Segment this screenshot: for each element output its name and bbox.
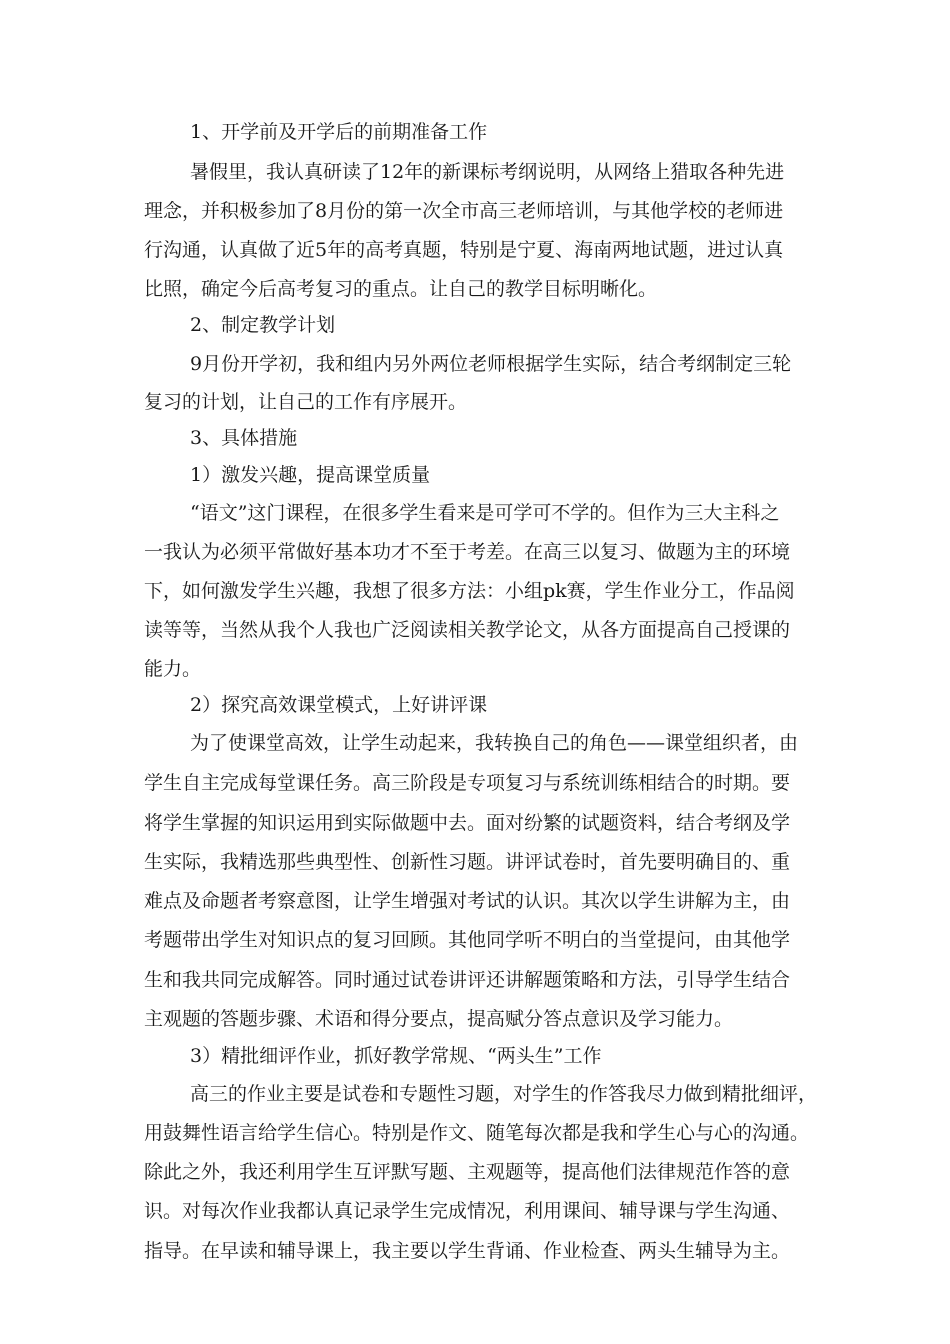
paragraph-line: 生实际，我精选那些典型性、创新性习题。讲评试卷时，首先要明确目的、重 [144, 851, 791, 873]
paragraph-line: 理念，并积极参加了8月份的第一次全市高三老师培训，与其他学校的老师进 [144, 200, 784, 222]
paragraph-line: 识。对每次作业我都认真记录学生完成情况，利用课间、辅导课与学生沟通、 [144, 1200, 791, 1222]
paragraph-line: 用鼓舞性语言给学生信心。特别是作文、随笔每次都是我和学生心与心的沟通。 [144, 1122, 810, 1144]
subsection-heading-1: 1）激发兴趣，提高课堂质量 [190, 464, 431, 486]
paragraph-line: 9月份开学初，我和组内另外两位老师根据学生实际，结合考纲制定三轮 [190, 353, 792, 375]
section-heading-3: 3、具体措施 [190, 427, 298, 449]
paragraph-line: 高三的作业主要是试卷和专题性习题，对学生的作答我尽力做到精批细评， [190, 1083, 818, 1105]
paragraph-line: 行沟通，认真做了近5年的高考真题，特别是宁夏、海南两地试题，进过认真 [144, 239, 784, 261]
paragraph-line: 暑假里，我认真研读了12年的新课标考纲说明，从网络上猎取各种先进 [190, 161, 785, 183]
paragraph-line: 除此之外，我还利用学生互评默写题、主观题等，提高他们法律规范作答的意 [144, 1161, 791, 1183]
paragraph-line: 指导。在早读和辅导课上，我主要以学生背诵、作业检查、两头生辅导为主。 [144, 1240, 791, 1262]
paragraph-line: 难点及命题者考察意图，让学生增强对考试的认识。其次以学生讲解为主，由 [144, 890, 791, 912]
paragraph-line: 考题带出学生对知识点的复习回顾。其他同学听不明白的当堂提问，由其他学 [144, 929, 791, 951]
paragraph-line: 为了使课堂高效，让学生动起来，我转换自己的角色——课堂组织者，由 [190, 732, 799, 754]
section-heading-1: 1、开学前及开学后的前期准备工作 [190, 121, 488, 143]
paragraph-line: 比照，确定今后高考复习的重点。让自己的教学目标明晰化。 [144, 278, 658, 300]
paragraph-line: 将学生掌握的知识运用到实际做题中去。面对纷繁的试题资料，结合考纲及学 [144, 812, 791, 834]
paragraph-line: 能力。 [144, 658, 202, 680]
paragraph-line: 生和我共同完成解答。同时通过试卷讲评还讲解题策略和方法，引导学生结合 [144, 969, 791, 991]
paragraph-line: “语文”这门课程，在很多学生看来是可学可不学的。但作为三大主科之 [190, 502, 780, 524]
subsection-heading-2: 2）探究高效课堂模式，上好讲评课 [190, 694, 488, 716]
paragraph-line: 复习的计划，让自己的工作有序展开。 [144, 391, 468, 413]
section-heading-2: 2、制定教学计划 [190, 314, 336, 336]
paragraph-line: 读等等，当然从我个人我也广泛阅读相关教学论文，从各方面提高自己授课的 [144, 619, 791, 641]
paragraph-line: 学生自主完成每堂课任务。高三阶段是专项复习与系统训练相结合的时期。要 [144, 772, 791, 794]
subsection-heading-3: 3）精批细评作业，抓好教学常规、“两头生”工作 [190, 1045, 602, 1067]
paragraph-line: 一我认为必须平常做好基本功才不至于考差。在高三以复习、做题为主的环境 [144, 541, 791, 563]
paragraph-line: 下，如何激发学生兴趣，我想了很多方法：小组pk赛，学生作业分工，作品阅 [144, 580, 795, 602]
paragraph-line: 主观题的答题步骤、术语和得分要点，提高赋分答点意识及学习能力。 [144, 1008, 734, 1030]
